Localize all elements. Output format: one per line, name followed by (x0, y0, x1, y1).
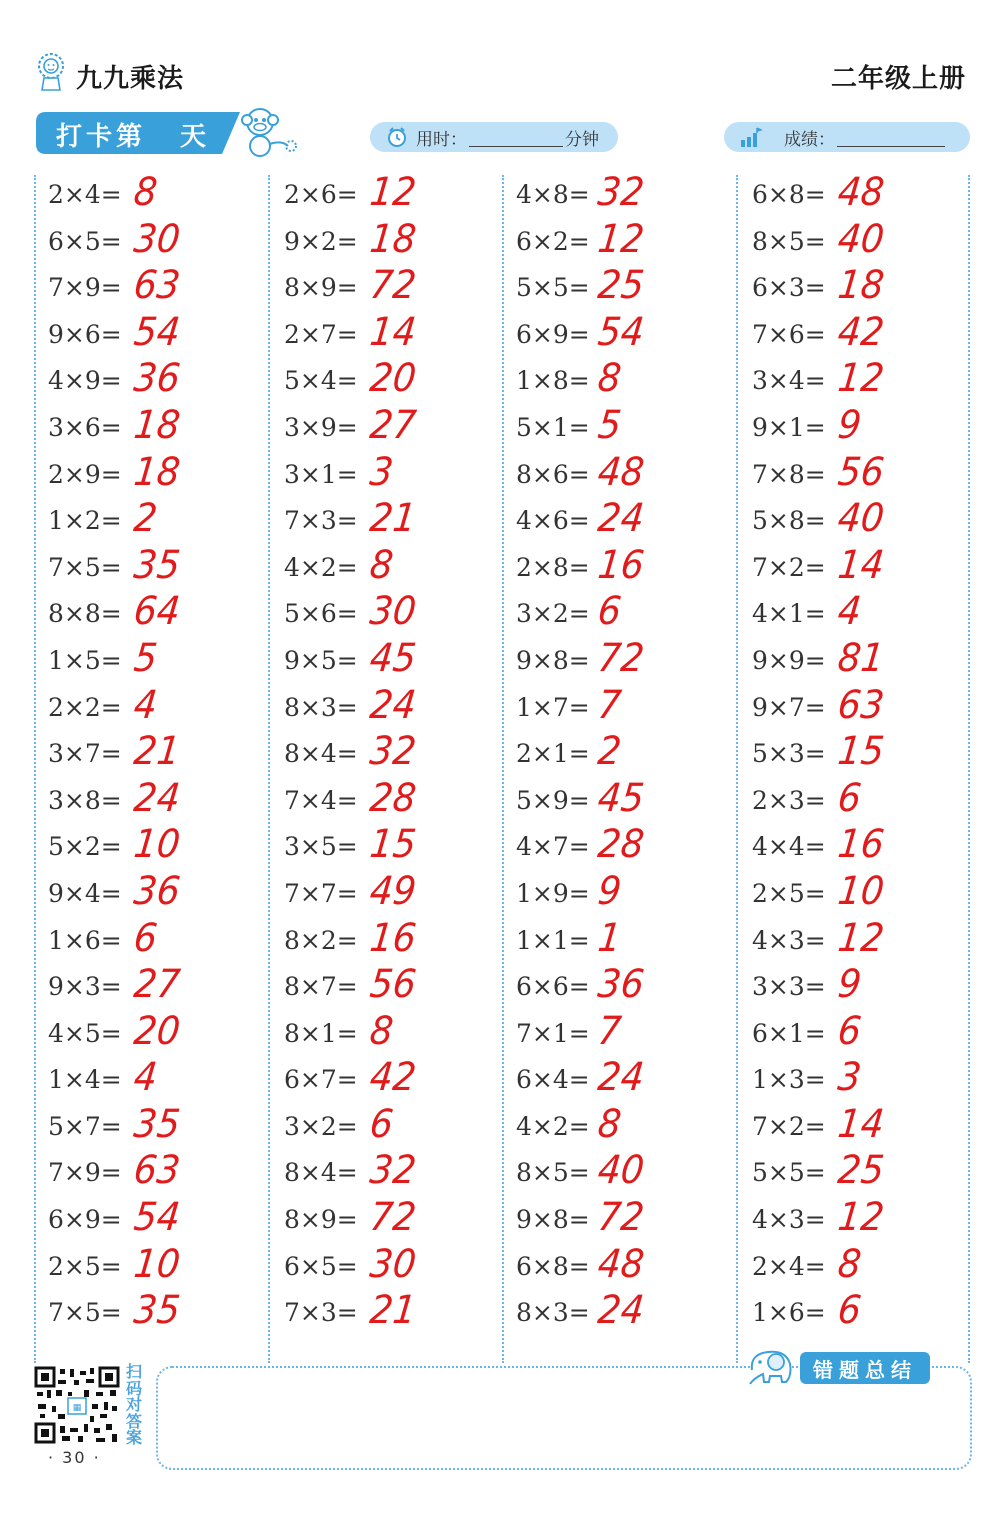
handwritten-answer[interactable]: 6 (131, 915, 160, 961)
handwritten-answer[interactable]: 24 (595, 496, 647, 541)
problem-equation: 8×3= (516, 1298, 590, 1328)
problem-equation: 6×8= (516, 1251, 590, 1281)
handwritten-answer[interactable]: 72 (367, 263, 419, 308)
problem-equation: 2×1= (516, 739, 590, 769)
handwritten-answer[interactable]: 40 (835, 496, 887, 541)
problem-equation: 7×9= (48, 1158, 122, 1188)
handwritten-answer[interactable]: 5 (131, 636, 160, 681)
handwritten-answer[interactable]: 64 (131, 589, 183, 634)
problem-equation: 1×2= (48, 506, 122, 536)
problem-equation: 8×6= (516, 459, 590, 489)
handwritten-answer[interactable]: 15 (835, 729, 887, 774)
elephant-icon (746, 1346, 804, 1388)
handwritten-answer[interactable]: 72 (595, 636, 647, 681)
handwritten-answer[interactable]: 21 (131, 729, 183, 774)
problem-equation: 4×6= (516, 506, 590, 536)
problem-equation: 5×4= (284, 366, 358, 396)
monkey-mascot-icon (238, 104, 300, 160)
handwritten-answer[interactable]: 72 (367, 1195, 419, 1240)
handwritten-answer[interactable]: 10 (131, 1242, 183, 1287)
handwritten-answer[interactable]: 30 (131, 216, 183, 262)
handwritten-answer[interactable]: 6 (835, 1009, 864, 1054)
problem-equation: 6×9= (48, 1205, 122, 1235)
problem-equation: 9×3= (48, 972, 122, 1002)
handwritten-answer[interactable]: 8 (131, 170, 160, 215)
problem-equation: 8×3= (284, 692, 358, 722)
problem-equation: 9×1= (752, 412, 826, 442)
handwritten-answer[interactable]: 27 (131, 962, 183, 1007)
handwritten-answer[interactable]: 14 (835, 1102, 887, 1147)
problem-equation: 2×7= (284, 319, 358, 349)
problem-equation: 5×6= (284, 599, 358, 629)
problem-equation: 6×8= (752, 180, 826, 209)
handwritten-answer[interactable]: 24 (595, 1055, 647, 1100)
handwritten-answer[interactable]: 20 (131, 1009, 183, 1054)
problem-equation: 9×5= (284, 645, 358, 675)
handwritten-answer[interactable]: 4 (131, 1055, 160, 1100)
handwritten-answer[interactable]: 54 (131, 1195, 183, 1240)
handwritten-answer[interactable]: 12 (367, 170, 419, 215)
problem-equation: 7×1= (516, 1018, 590, 1048)
problem-equation: 4×3= (752, 925, 826, 955)
problem-equation: 2×9= (48, 459, 122, 489)
handwritten-answer[interactable]: 10 (131, 822, 183, 867)
handwritten-answer[interactable]: 28 (595, 822, 647, 867)
handwritten-answer[interactable]: 5 (595, 403, 624, 448)
problem-equation: 3×4= (752, 366, 826, 396)
time-field (370, 122, 618, 152)
handwritten-answer[interactable]: 8 (835, 1242, 864, 1287)
handwritten-answer[interactable]: 32 (595, 170, 647, 215)
handwritten-answer[interactable]: 20 (367, 356, 419, 402)
time-blank[interactable] (469, 128, 563, 147)
problem-equation: 3×6= (48, 412, 122, 442)
problem-equation: 4×8= (516, 180, 590, 209)
problem-equation: 1×7= (516, 692, 590, 722)
problem-equation: 8×4= (284, 1158, 358, 1188)
handwritten-answer[interactable]: 35 (131, 1102, 183, 1147)
problem-equation: 4×4= (752, 832, 826, 862)
handwritten-answer[interactable]: 28 (367, 776, 419, 821)
handwritten-answer[interactable]: 27 (367, 403, 419, 448)
handwritten-answer[interactable]: 48 (835, 170, 887, 215)
problem-equation: 2×6= (284, 180, 358, 209)
problem-equation: 1×6= (752, 1298, 826, 1328)
handwritten-answer[interactable]: 45 (595, 776, 647, 821)
problem-equation: 5×5= (752, 1158, 826, 1188)
svg-text:▦: ▦ (72, 1403, 82, 1413)
scan-for-answers-label (124, 1364, 144, 1447)
handwritten-answer[interactable]: 45 (367, 636, 419, 681)
handwritten-answer[interactable]: 9 (595, 869, 624, 914)
problem-equation: 2×5= (752, 878, 826, 908)
problem-equation: 4×9= (48, 366, 122, 396)
score-blank[interactable] (837, 128, 945, 147)
problem-equation: 3×1= (284, 459, 358, 489)
problem-equation: 2×4= (752, 1251, 826, 1281)
problem-equation: 9×9= (752, 645, 826, 675)
problem-equation: 8×4= (284, 739, 358, 769)
problem-equation: 6×2= (516, 226, 590, 256)
handwritten-answer[interactable]: 6 (835, 1288, 864, 1333)
problem-equation: 9×8= (516, 1205, 590, 1235)
handwritten-answer[interactable]: 8 (595, 1102, 624, 1147)
handwritten-answer[interactable]: 9 (835, 403, 864, 448)
page-number: · 30 · (48, 1448, 101, 1467)
scan-char: 码 (125, 1378, 142, 1398)
handwritten-answer[interactable]: 25 (595, 263, 647, 308)
handwritten-answer[interactable]: 21 (367, 496, 419, 541)
problem-equation: 4×3= (752, 1205, 826, 1235)
problem-equation: 7×3= (284, 1298, 358, 1328)
handwritten-answer[interactable]: 32 (367, 1148, 419, 1194)
problem-equation: 7×6= (752, 319, 826, 349)
problem-equation: 3×7= (48, 739, 122, 769)
handwritten-answer[interactable]: 63 (131, 263, 183, 308)
divider-line (268, 175, 270, 1363)
handwritten-answer[interactable]: 36 (131, 869, 183, 914)
problem-equation: 6×1= (752, 1018, 826, 1048)
problem-equation: 3×2= (284, 1111, 358, 1141)
problem-equation: 2×5= (48, 1251, 122, 1281)
problem-equation: 9×7= (752, 692, 826, 722)
problem-equation: 2×8= (516, 552, 590, 582)
problem-equation: 6×6= (516, 972, 590, 1002)
divider-line (34, 175, 36, 1363)
time-unit: 分钟 (565, 129, 599, 150)
problem-equation: 9×2= (284, 226, 358, 256)
clock-icon (386, 126, 408, 148)
handwritten-answer[interactable]: 14 (835, 543, 887, 588)
time-label: 用时： (416, 129, 467, 150)
problem-equation: 5×9= (516, 785, 590, 815)
problem-equation: 8×9= (284, 1205, 358, 1235)
problem-equation: 1×8= (516, 366, 590, 396)
handwritten-answer[interactable]: 30 (367, 589, 419, 634)
problem-equation: 7×2= (752, 552, 826, 582)
problem-equation: 2×2= (48, 692, 122, 722)
handwritten-answer[interactable]: 12 (835, 1195, 887, 1240)
handwritten-answer[interactable]: 9 (835, 962, 864, 1007)
handwritten-answer[interactable]: 6 (835, 776, 864, 821)
handwritten-answer[interactable]: 16 (595, 543, 647, 588)
handwritten-answer[interactable]: 36 (131, 356, 183, 402)
divider-line (968, 175, 970, 1363)
book-title: 九九乘法 (76, 64, 185, 94)
problem-equation: 6×4= (516, 1065, 590, 1095)
divider-line (502, 175, 504, 1363)
problem-equation: 7×4= (284, 785, 358, 815)
scan-char: 对 (125, 1395, 142, 1414)
problem-equation: 1×5= (48, 645, 122, 675)
problem-equation: 6×5= (284, 1251, 358, 1281)
handwritten-answer[interactable]: 14 (367, 310, 419, 355)
handwritten-answer[interactable]: 81 (835, 636, 887, 681)
problem-equation: 9×8= (516, 645, 590, 675)
handwritten-answer[interactable]: 6 (595, 589, 624, 634)
scan-char: 案 (125, 1428, 142, 1447)
handwritten-answer[interactable]: 54 (595, 310, 647, 355)
handwritten-answer[interactable]: 3 (835, 1055, 864, 1100)
handwritten-answer[interactable]: 16 (835, 822, 887, 867)
handwritten-answer[interactable]: 4 (835, 589, 864, 634)
handwritten-answer[interactable]: 54 (131, 310, 183, 355)
problem-equation: 6×3= (752, 273, 826, 303)
problem-equation: 5×8= (752, 506, 826, 536)
problem-equation: 8×2= (284, 925, 358, 955)
problem-equation: 4×2= (516, 1111, 590, 1141)
handwritten-answer[interactable]: 24 (595, 1288, 647, 1333)
handwritten-answer[interactable]: 2 (131, 496, 160, 541)
problem-equation: 7×7= (284, 878, 358, 908)
score-label: 成绩： (784, 129, 835, 150)
problem-equation: 6×9= (516, 319, 590, 349)
problem-equation: 4×7= (516, 832, 590, 862)
mistake-summary-label: 错题总结 (800, 1352, 930, 1384)
problem-equation: 7×5= (48, 552, 122, 582)
handwritten-answer[interactable]: 25 (835, 1148, 887, 1194)
problem-equation: 7×8= (752, 459, 826, 489)
problem-equation: 7×2= (752, 1111, 826, 1141)
handwritten-answer[interactable]: 48 (595, 1242, 647, 1287)
handwritten-answer[interactable]: 2 (595, 729, 624, 774)
problem-equation: 8×5= (516, 1158, 590, 1188)
problem-equation: 3×2= (516, 599, 590, 629)
problem-equation: 1×4= (48, 1065, 122, 1095)
handwritten-answer[interactable]: 63 (131, 1148, 183, 1194)
problem-equation: 7×3= (284, 506, 358, 536)
handwritten-answer[interactable]: 7 (595, 682, 624, 728)
problem-equation: 8×7= (284, 972, 358, 1002)
handwritten-answer[interactable]: 35 (131, 1288, 183, 1333)
handwritten-answer[interactable]: 18 (131, 449, 183, 495)
problem-equation: 8×8= (48, 599, 122, 629)
problem-equation: 5×7= (48, 1111, 122, 1141)
score-field (724, 122, 970, 152)
problem-equation: 1×1= (516, 925, 590, 955)
handwritten-answer[interactable]: 72 (595, 1195, 647, 1240)
handwritten-answer[interactable]: 18 (835, 263, 887, 308)
checkin-suffix: 天 (180, 122, 211, 152)
grade-label: 二年级上册 (830, 64, 966, 94)
problem-equation: 4×5= (48, 1018, 122, 1048)
handwritten-answer[interactable]: 12 (595, 216, 647, 262)
problem-equation: 9×6= (48, 319, 122, 349)
handwritten-answer[interactable]: 35 (131, 543, 183, 588)
handwritten-answer[interactable]: 12 (835, 915, 887, 961)
problem-equation: 4×1= (752, 599, 826, 629)
qr-code-icon[interactable] (34, 1366, 120, 1444)
handwritten-answer[interactable]: 12 (835, 356, 887, 402)
handwritten-answer[interactable]: 30 (367, 1242, 419, 1287)
problem-equation: 9×4= (48, 878, 122, 908)
handwritten-answer[interactable]: 24 (131, 776, 183, 821)
problem-equation: 8×9= (284, 273, 358, 303)
handwritten-answer[interactable]: 10 (835, 869, 887, 914)
handwritten-answer[interactable]: 16 (367, 915, 419, 961)
problem-equation: 5×5= (516, 273, 590, 303)
handwritten-answer[interactable]: 36 (595, 962, 647, 1007)
scan-char: 扫 (125, 1362, 142, 1381)
handwritten-answer[interactable]: 40 (595, 1148, 647, 1194)
handwritten-answer[interactable]: 63 (835, 682, 887, 728)
problem-equation: 6×5= (48, 226, 122, 256)
handwritten-answer[interactable]: 8 (367, 1009, 396, 1054)
divider-line (736, 175, 738, 1363)
handwritten-answer[interactable]: 7 (595, 1009, 624, 1054)
problem-equation: 2×3= (752, 785, 826, 815)
problem-equation: 1×3= (752, 1065, 826, 1095)
handwritten-answer[interactable]: 49 (367, 869, 419, 914)
bar-chart-icon (740, 126, 762, 148)
handwritten-answer[interactable]: 32 (367, 729, 419, 774)
problem-equation: 5×2= (48, 832, 122, 862)
problem-equation: 5×1= (516, 412, 590, 442)
handwritten-answer[interactable]: 3 (367, 449, 396, 495)
problem-equation: 3×3= (752, 972, 826, 1002)
problem-equation: 1×9= (516, 878, 590, 908)
handwritten-answer[interactable]: 56 (367, 962, 419, 1007)
handwritten-answer[interactable]: 18 (131, 403, 183, 448)
handwritten-answer[interactable]: 24 (367, 682, 419, 728)
problem-equation: 1×6= (48, 925, 122, 955)
problem-equation: 8×1= (284, 1018, 358, 1048)
lion-mascot-icon (34, 52, 68, 92)
handwritten-answer[interactable]: 4 (131, 682, 160, 728)
handwritten-answer[interactable]: 48 (595, 449, 647, 495)
problem-equation: 7×9= (48, 273, 122, 303)
scan-char: 答 (125, 1411, 142, 1431)
handwritten-answer[interactable]: 40 (835, 216, 887, 262)
problem-equation: 3×5= (284, 832, 358, 862)
problem-equation: 5×3= (752, 739, 826, 769)
handwritten-answer[interactable]: 21 (367, 1288, 419, 1333)
checkin-banner (36, 112, 240, 154)
problem-equation: 8×5= (752, 226, 826, 256)
handwritten-answer[interactable]: 42 (367, 1055, 419, 1100)
handwritten-answer[interactable]: 56 (835, 449, 887, 495)
handwritten-answer[interactable]: 6 (367, 1102, 396, 1147)
problem-equation: 6×7= (284, 1065, 358, 1095)
handwritten-answer[interactable]: 42 (835, 310, 887, 355)
problem-equation: 2×4= (48, 180, 122, 209)
handwritten-answer[interactable]: 8 (595, 356, 624, 402)
problem-equation: 4×2= (284, 552, 358, 582)
handwritten-answer[interactable]: 1 (595, 915, 624, 961)
problem-equation: 3×8= (48, 785, 122, 815)
problem-equation: 7×5= (48, 1298, 122, 1328)
handwritten-answer[interactable]: 8 (367, 543, 396, 588)
problem-equation: 3×9= (284, 412, 358, 442)
handwritten-answer[interactable]: 18 (367, 216, 419, 262)
checkin-prefix: 打卡第 (56, 122, 147, 152)
handwritten-answer[interactable]: 15 (367, 822, 419, 867)
